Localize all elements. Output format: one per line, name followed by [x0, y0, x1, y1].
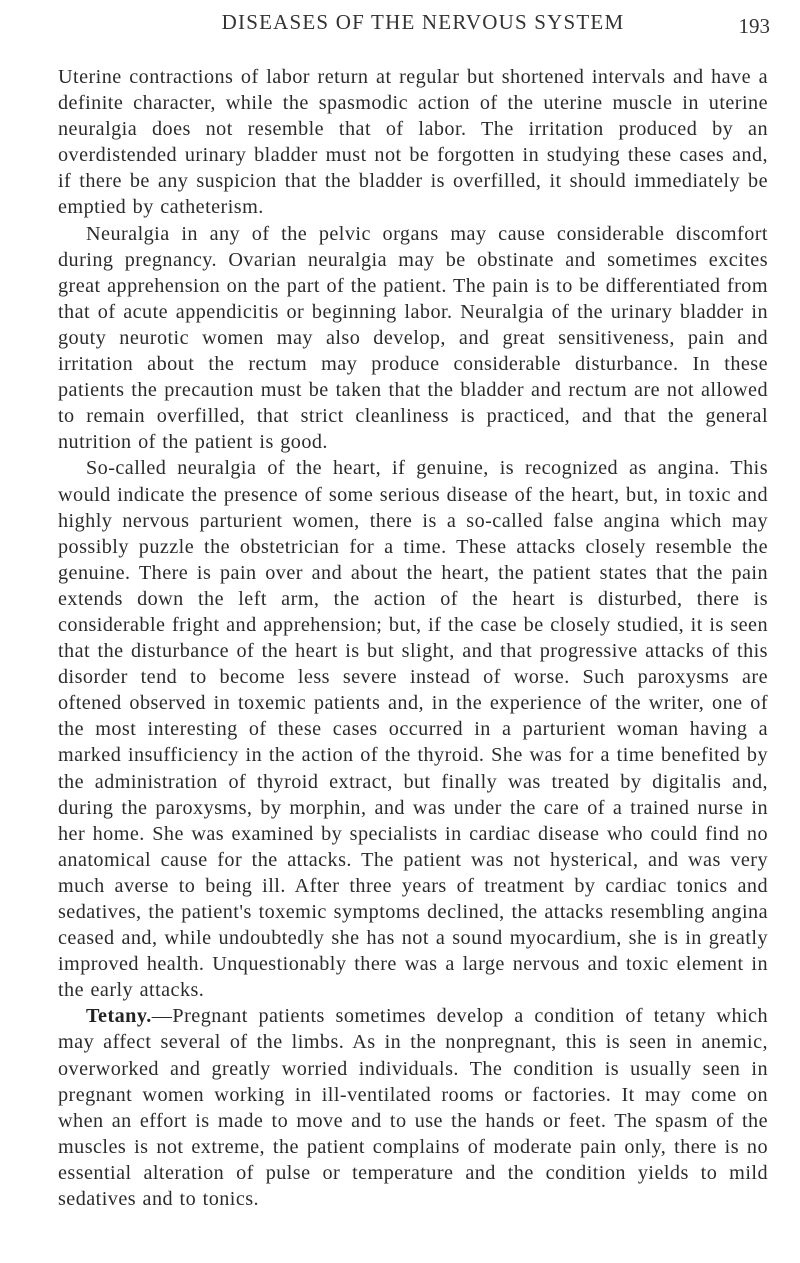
section-heading-tetany: Tetany. — [86, 1005, 152, 1028]
paragraph-heart-neuralgia: So-called neuralgia of the heart, if genuine, is recognized as angina. This would indicate the presence of some serious disease of the heart, but, in toxic and highly nervous parturient women, there is a so-called false angina which may possibly puzzle the obstetrician for a time. These attacks closely resemble the genuine. There is pain over and about the heart, the patient states that the pain extends down the left arm, the action of the heart is disturbed, there is considerable fright and apprehension; but, if the case be closely studied, it is seen that the disturbance of the heart is but slight, and that progressive attacks of this disorder tend to become less severe instead of worse. Such paroxysms are oftened observed in toxemic patients and, in the experience of the writer, one of the most interesting of these cases occurred in a parturient woman having a marked insufficiency in the action of the thyroid. She was for a time benefited by the administration of thyroid extract, but finally was treated by digitalis and, during the paroxysms, by morphin, and was under the care of a trained nurse in her home. She was examined by specialists in cardiac disease who could find no anatomical cause for the attacks. The patient was not hysterical, and was very much averse to being ill. After three years of treatment by cardiac tonics and sedatives, the patient's toxemic symptoms declined, the attacks resembling angina ceased and, while undoubtedly she has not a sound myocardium, she is in greatly improved health. Unquestionably there was a large nervous and toxic element in the early attacks. — [58, 457, 768, 1002]
body-text — [58, 64, 768, 1212]
paragraph-tetany — [58, 1003, 768, 1212]
running-title: DISEASES OF THE NERVOUS SYSTEM — [221, 10, 625, 34]
paragraph-tetany-text: —Pregnant patients sometimes develop a condition of tetany which may affect several of the limbs. As in the nonpregnant, this is seen in anemic, overworked and greatly worried individuals. The condition is usually seen in pregnant women working in ill-ventilated rooms or factories. It may come on when an effort is made to move and to use the hands or feet. The spasm of the muscles is not extreme, the patient complains of moderate pain only, there is no essential alteration of pulse or temperature and the condition yields to mild sedatives and to tonics. — [58, 1005, 768, 1211]
running-head — [60, 10, 770, 44]
paragraph-pelvic-neuralgia: Neuralgia in any of the pelvic organs may cause considerable discomfort during pregnancy. Ovarian neuralgia may be obstinate and sometimes excites great apprehension on the part of the patient. The pain is to be differentiated from that of acute appendicitis or beginning labor. Neuralgia of the urinary bladder in gouty neurotic women may also develop, and great sensitiveness, pain and irritation about the rectum may produce considerable disturbance. In these patients the precaution must be taken that the bladder and rectum are not allowed to remain overfilled, that strict cleanliness is practiced, and that the general nutrition of the patient is good. — [58, 222, 768, 454]
paragraph-uterine-contractions: Uterine contractions of labor return at regular but shortened intervals and have a definite character, while the spasmodic action of the uterine muscle in uterine neuralgia does not resemble that of labor. The irritation produced by an overdistended urinary bladder must not be forgotten in studying these cases and, if there be any suspicion that the bladder is overfilled, it should immediately be emptied by catheterism. — [58, 66, 768, 219]
page-number: 193 — [738, 14, 770, 38]
